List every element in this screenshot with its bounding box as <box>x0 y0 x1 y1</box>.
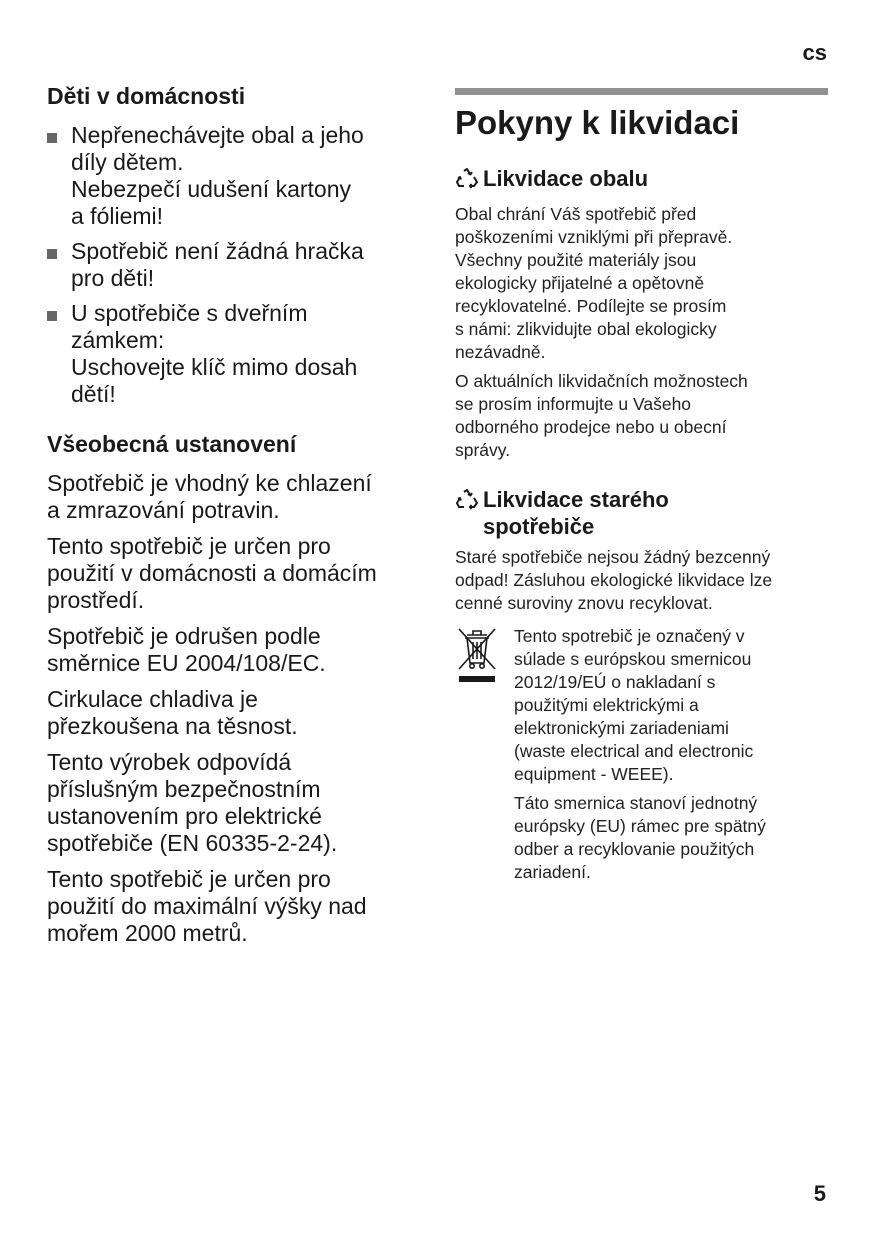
children-list <box>47 122 419 408</box>
weee-block <box>455 625 828 890</box>
old-appliance-heading: Likvidace starého spotřebiče <box>455 486 828 540</box>
paragraph: Cirkulace chladiva je přezkoušena na těsnost. <box>47 686 298 739</box>
paragraph: Táto smernica stanoví jednotný európsky (EU) rámec pre spätný odber a recyklovanie použitých zariadení. <box>514 793 766 882</box>
children-heading: Děti v domácnosti <box>47 83 246 109</box>
paragraph: Tento spotřebič je určen pro použití do maximální výšky nad mořem 2000 metrů. <box>47 866 367 946</box>
general-heading: Všeobecná ustanovení <box>47 431 297 457</box>
recycle-icon <box>455 165 483 197</box>
section-rule <box>455 88 828 95</box>
paragraph: Tento výrobek odpovídá příslušným bezpečnostním ustanovením pro elektrické spotřebiče (EN 60335-2-24). <box>47 749 338 856</box>
page-number: 5 <box>813 1181 826 1206</box>
list-item: Nepřenechávejte obal a jeho díly dětem. Nebezpečí udušení kartony a fóliemi! <box>47 122 419 230</box>
right-column <box>455 88 828 890</box>
list-item: Spotřebič není žádná hračka pro děti! <box>47 238 419 292</box>
recycle-icon <box>455 486 483 540</box>
paragraph: Spotřebič je odrušen podle směrnice EU 2004/108/EC. <box>47 623 326 676</box>
paragraph: Tento spotrebič je označený v súlade s európskou smernicou 2012/19/EÚ o nakladaní s použitými elektrickými a elektronickými zariadeniami (waste electrical and electronic equipment - WEEE). <box>514 626 754 784</box>
paragraph: O aktuálních likvidačních možnostech se prosím informujte u Vašeho odborného prodejce nebo u obecní správy. <box>455 371 748 460</box>
bullet-square-icon <box>47 249 57 259</box>
packaging-heading: Likvidace obalu <box>455 165 828 197</box>
crossed-out-wheelie-bin-icon <box>455 625 514 890</box>
language-code: cs <box>802 40 827 65</box>
left-column <box>47 82 419 956</box>
paragraph: Staré spotřebiče nejsou žádný bezcenný odpad! Zásluhou ekologické likvidace lze cenné suroviny znovu recyklovat. <box>455 547 773 613</box>
paragraph: Spotřebič je vhodný ke chlazení a zmrazování potravin. <box>47 470 372 523</box>
bullet-square-icon <box>47 133 57 143</box>
list-item: U spotřebiče s dveřním zámkem: Uschovejte klíč mimo dosah dětí! <box>47 300 419 408</box>
paragraph: Tento spotřebič je určen pro použití v domácnosti a domácím prostředí. <box>47 533 377 613</box>
paragraph: Obal chrání Váš spotřebič před poškozeními vzniklými při přepravě. Všechny použité materiály jsou ekologicky přijatelné a opětovně recyklovatelné. Podílejte se prosím s námi: zlikvidujte obal ekologicky nezávadně. <box>455 204 733 362</box>
bullet-square-icon <box>47 311 57 321</box>
page-title: Pokyny k likvidaci <box>455 104 740 141</box>
